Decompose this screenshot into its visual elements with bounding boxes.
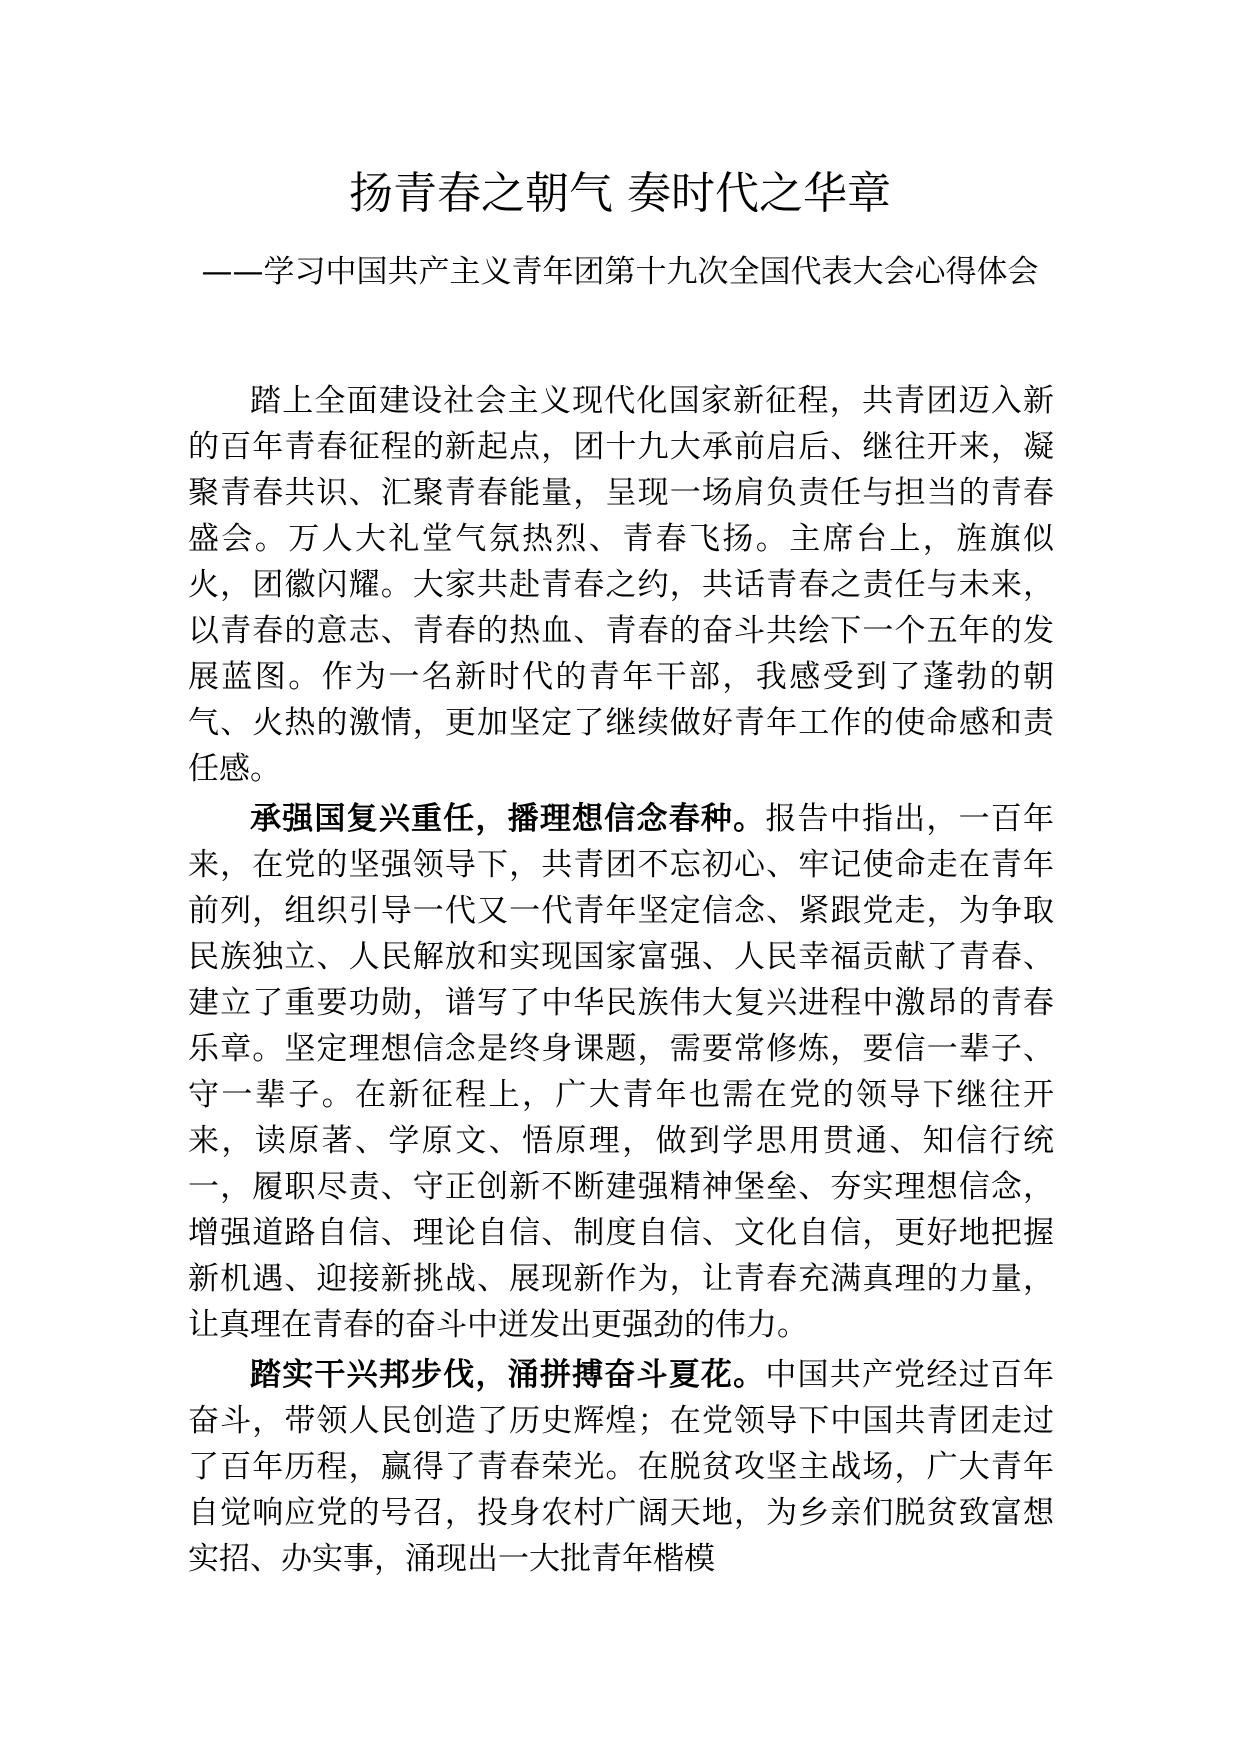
paragraph-text: 报告中指出，一百年来，在党的坚强领导下，共青团不忘初心、牢记使命走在青年前列，组织引导一代又一代青年坚定信念、紧跟党走，为争取民族独立、人民解放和实现国家富强、人民幸福贡献了青春、建立了重要功勋，谱写了中华民族伟大复兴进程中激昂的青春乐章。坚定理想信念是终身课题，需要常修炼，要信一辈子、守一辈子。在新征程上，广大青年也需在党的领导下继往开来，读原著、学原文、悟原理，做到学思用贯通、知信行统一，履职尽责、守正创新不断建强精神堡垒、夯实理想信念，增强道路自信、理论自信、制度自信、文化自信，更好地把握新机遇、迎接新挑战、展现新作为，让青春充满真理的力量，让真理在青春的奋斗中迸发出更强劲的伟力。 <box>188 801 1055 1343</box>
document-body <box>188 378 1054 1582</box>
paragraph-ideals <box>188 796 1054 1348</box>
paragraph-text: 中国共产党经过百年奋斗，带领人民创造了历史辉煌；在党领导下中国共青团走过了百年历程，赢得了青春荣光。在脱贫攻坚主战场，广大青年自觉响应党的号召，投身农村广阔天地，为乡亲们脱贫致富想实招、办实事，涌现出一大批青年楷模 <box>188 1357 1055 1577</box>
paragraph-lead-heading: 承强国复兴重任，播理想信念春种。 <box>250 801 766 837</box>
document-title: 扬青春之朝气 奏时代之华章 <box>349 168 891 219</box>
paragraph-lead-heading: 踏实干兴邦步伐，涌拼搏奋斗夏花。 <box>250 1357 766 1393</box>
paragraph-text: 踏上全面建设社会主义现代化国家新征程，共青团迈入新的百年青春征程的新起点，团十九大承前启后、继往开来，凝聚青春共识、汇聚青春能量，呈现一场肩负责任与担当的青春盛会。万人大礼堂气氛热烈、青春飞扬。主席台上，旌旗似火，团徽闪耀。大家共赴青春之约，共话青春之责任与未来，以青春的意志、青春的热血、青春的奋斗共绘下一个五年的发展蓝图。作为一名新时代的青年干部，我感受到了蓬勃的朝气、火热的激情，更加坚定了继续做好青年工作的使命感和责任感。 <box>188 383 1054 787</box>
paragraph-struggle <box>188 1352 1054 1582</box>
document-subtitle: ——学习中国共产主义青年团第十九次全国代表大会心得体会 <box>201 254 1039 290</box>
paragraph-intro <box>188 378 1054 792</box>
